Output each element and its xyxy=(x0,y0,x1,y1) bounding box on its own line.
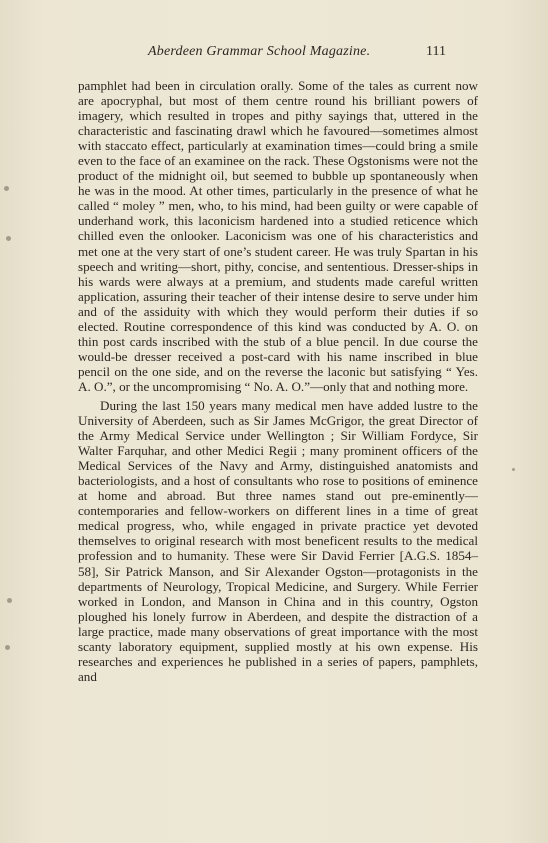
margin-speck xyxy=(7,598,12,603)
page-number: 111 xyxy=(426,44,446,59)
margin-speck xyxy=(5,645,10,650)
paragraph-2: During the last 150 years many medical men have added lustre to the University of Aberdeen, such as Sir James McGrigor, the great Director of the Army Medical Service under Wellington ; Sir William Fordyce, Sir Walter Farquhar, and other Medici Regii ; many prominent officers of the Medical Services of the Navy and Army, distinguished anatomists and bacteriologists, and a host of consultants who rose to positions of eminence at home and abroad. But three names stand out pre-eminently—contemporaries and fellow-workers on different lines in a time of great medical progress, who, while engaged in private practice yet devoted themselves to original research with most beneficent results to the medical profession and to humanity. These were Sir David Ferrier [A.G.S. 1854–58], Sir Patrick Manson, and Sir Alexander Ogston—protagonists in the departments of Neurology, Tropical Medicine, and Surgery. While Ferrier worked in London, and Manson in China and in this country, Ogston ploughed his lonely furrow in Aberdeen, and despite the distraction of a large practice, made many observations of great importance with the most scanty laboratory equipment, supplied mostly at his own expense. His researches and experiences he published in a series of papers, pamphlets, and xyxy=(78,397,478,684)
paragraph-1: pamphlet had been in circulation orally. Some of the tales as current now are apocryphal, but most of them centre round his brilliant powers of imagery, which resulted in tropes and pithy sayings that, uttered in the characteristic and fascinating drawl which he favoured—sometimes almost with staccato effect, particularly at examination times—could bring a smile even to the face of an examinee on the rack. These Ogstonisms were not the product of the midnight oil, but seemed to bubble up spontaneously when he was in the mood. At other times, particularly in the presence of what he called “ moley ” men, who, to his mind, had been guilty or were capable of underhand work, this laconicism hardened into a studied reticence which chilled even the onlooker. Laconicism was one of his characteristics and met one at the very start of one’s student career. He was truly Spartan in his speech and writing—short, pithy, concise, and sententious. Dresser-ships in his wards were always at a premium, and students made careful written application, assuring their teacher of their intense desire to serve under him and of the assiduity with which they would perform their duties if so elected. Routine correspondence of this kind was conducted by A. O. on thin post cards inscribed with the stub of a blue pencil. In due course the would-be dresser received a post-card with his name inscribed in blue pencil on the one side, and on the reverse the laconic but satisfying “ Yes. A. O.”, or the uncompromising “ No. A. O.”—only that and nothing more. xyxy=(78,78,478,394)
body-text xyxy=(78,78,478,684)
page-header xyxy=(78,44,478,64)
running-title: Aberdeen Grammar School Magazine. xyxy=(148,44,371,59)
margin-speck xyxy=(512,468,515,471)
margin-speck xyxy=(6,236,11,241)
margin-speck xyxy=(4,186,9,191)
